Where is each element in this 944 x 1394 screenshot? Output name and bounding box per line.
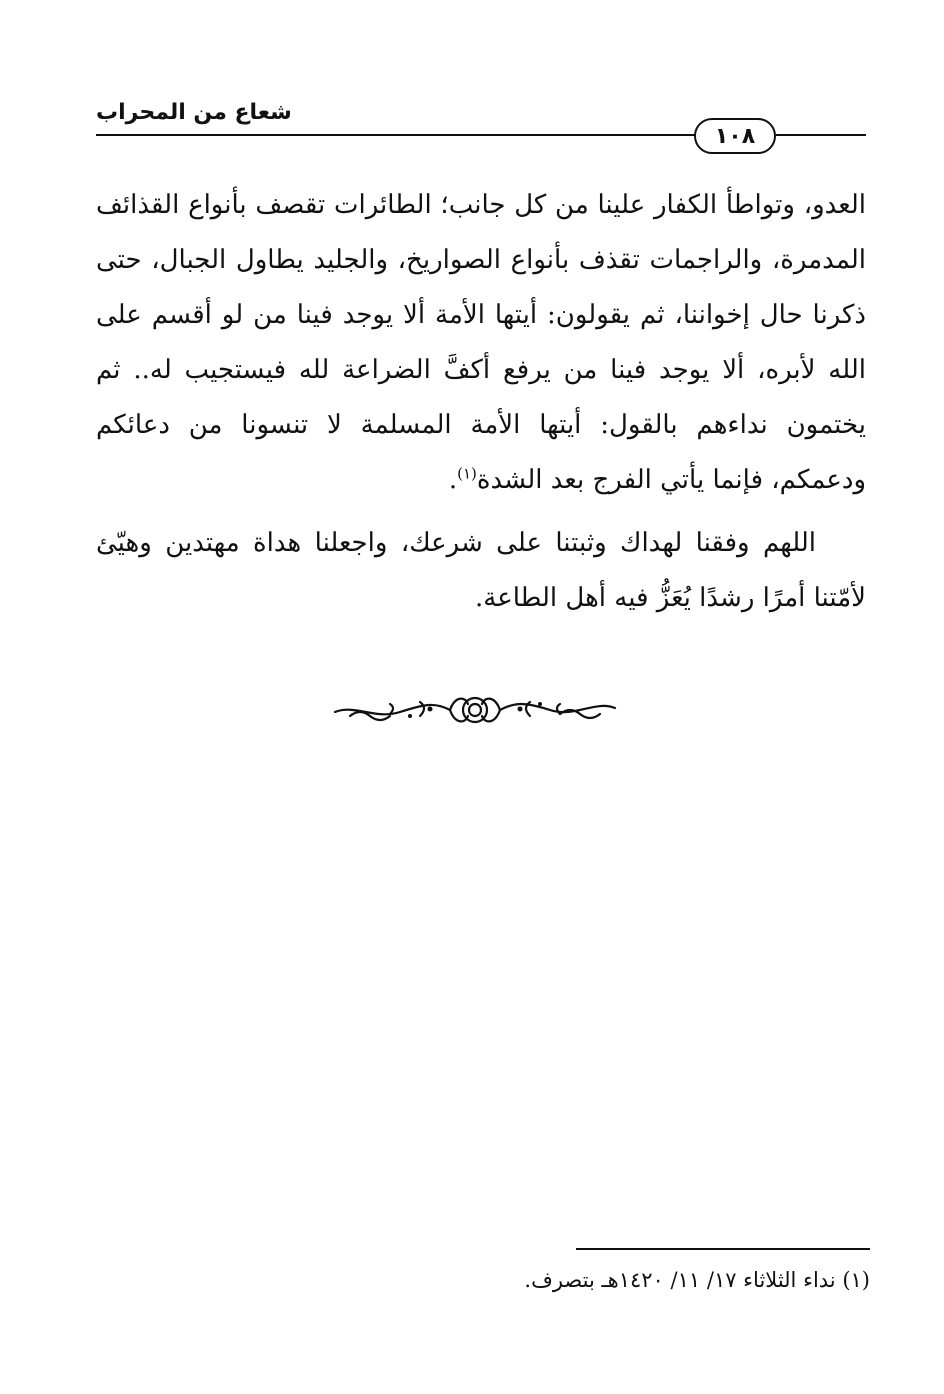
footnote-separator: [576, 1248, 870, 1250]
page-number: ١٠٨: [714, 123, 756, 149]
header-rule-right: [776, 134, 866, 136]
paragraph-1-text: العدو، وتواطأ الكفار علينا من كل جانب؛ الطائرات تقصف بأنواع القذائف المدمرة، والراجمات تقذف بأنواع الصواريخ، والجليد يطاول الجبال، حتى ذكرنا حال إخواننا، ثم يقولون: أيتها الأمة ألا يوجد فينا من لو أقسم على الله لأبره، ألا يوجد فينا من يرفع أكفَّ الضراعة لله فيستجيب له.. ثم يختمون نداءهم بالقول: أيتها الأمة المسلمة لا تنسونا من دعائكم ودعمكم، فإنما يأتي الفرج بعد الشدة: [96, 190, 866, 495]
paragraph-1: [96, 178, 866, 508]
header-rule: [96, 134, 696, 136]
body-text: [96, 178, 866, 626]
page-number-badge: [694, 118, 776, 154]
paragraph-1-end: .: [448, 465, 458, 495]
footnote: (١) نداء الثلاثاء ١٧/ ١١/ ١٤٢٠هـ بتصرف.: [524, 1268, 870, 1292]
footnote-reference: (١): [457, 464, 477, 483]
book-title: شعاع من المحراب: [96, 100, 292, 125]
ornament-divider-icon: [330, 690, 620, 730]
paragraph-2: اللهم وفقنا لهداك وثبتنا على شرعك، واجعلنا هداة مهتدين وهيّئ لأمّتنا أمرًا رشدًا يُعَزُّ فيه أهل الطاعة.: [96, 528, 866, 613]
page-header: [96, 100, 866, 160]
